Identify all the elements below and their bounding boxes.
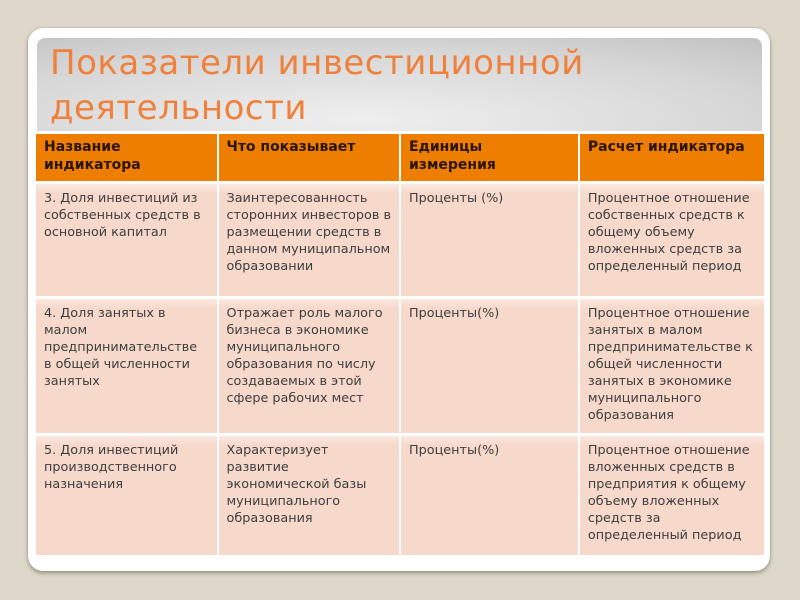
cell-units: Проценты(%) — [401, 436, 578, 555]
table-row-production-investments — [36, 436, 764, 555]
indicators-table — [34, 131, 766, 558]
cell-units: Проценты(%) — [401, 299, 578, 433]
cell-indicator-name: 3. Доля инвестиций из собственных средств в основной капитал — [36, 184, 217, 296]
col-header-calculation: Расчет индикатора — [580, 134, 764, 181]
slide-title-block — [37, 38, 762, 131]
cell-what-it-shows: Отражает роль малого бизнеса в экономике муниципального образования по числу создаваемых в этой сфере рабочих мест — [219, 299, 400, 433]
cell-what-it-shows: Заинтересованность сторонних инвесторов в размещении средств в данном муниципальном образовании — [219, 184, 400, 296]
col-header-units: Единицы измерения — [401, 134, 578, 181]
slide-title: Показатели инвестиционной деятельности — [50, 43, 584, 128]
cell-units: Проценты (%) — [401, 184, 578, 296]
table-row-investments-own-funds — [36, 184, 764, 296]
cell-what-it-shows: Характеризует развитие экономической базы муниципального образования — [219, 436, 400, 555]
slide-frame — [28, 28, 770, 571]
cell-indicator-name: 4. Доля занятых в малом предпринимательстве в общей численности занятых — [36, 299, 217, 433]
cell-indicator-name: 5. Доля инвестиций производственного назначения — [36, 436, 217, 555]
cell-calculation: Процентное отношение занятых в малом предпринимательстве к общей численности занятых в экономике муниципального образования — [580, 299, 764, 433]
col-header-what-it-shows: Что показывает — [219, 134, 400, 181]
table-header-row — [36, 134, 764, 181]
cell-calculation: Процентное отношение вложенных средств в предприятия к общему объему вложенных средств за определенный период — [580, 436, 764, 555]
cell-calculation: Процентное отношение собственных средств к общему объему вложенных средств за определенный период — [580, 184, 764, 296]
table-row-small-business-employment — [36, 299, 764, 433]
col-header-indicator-name: Название индикатора — [36, 134, 217, 181]
